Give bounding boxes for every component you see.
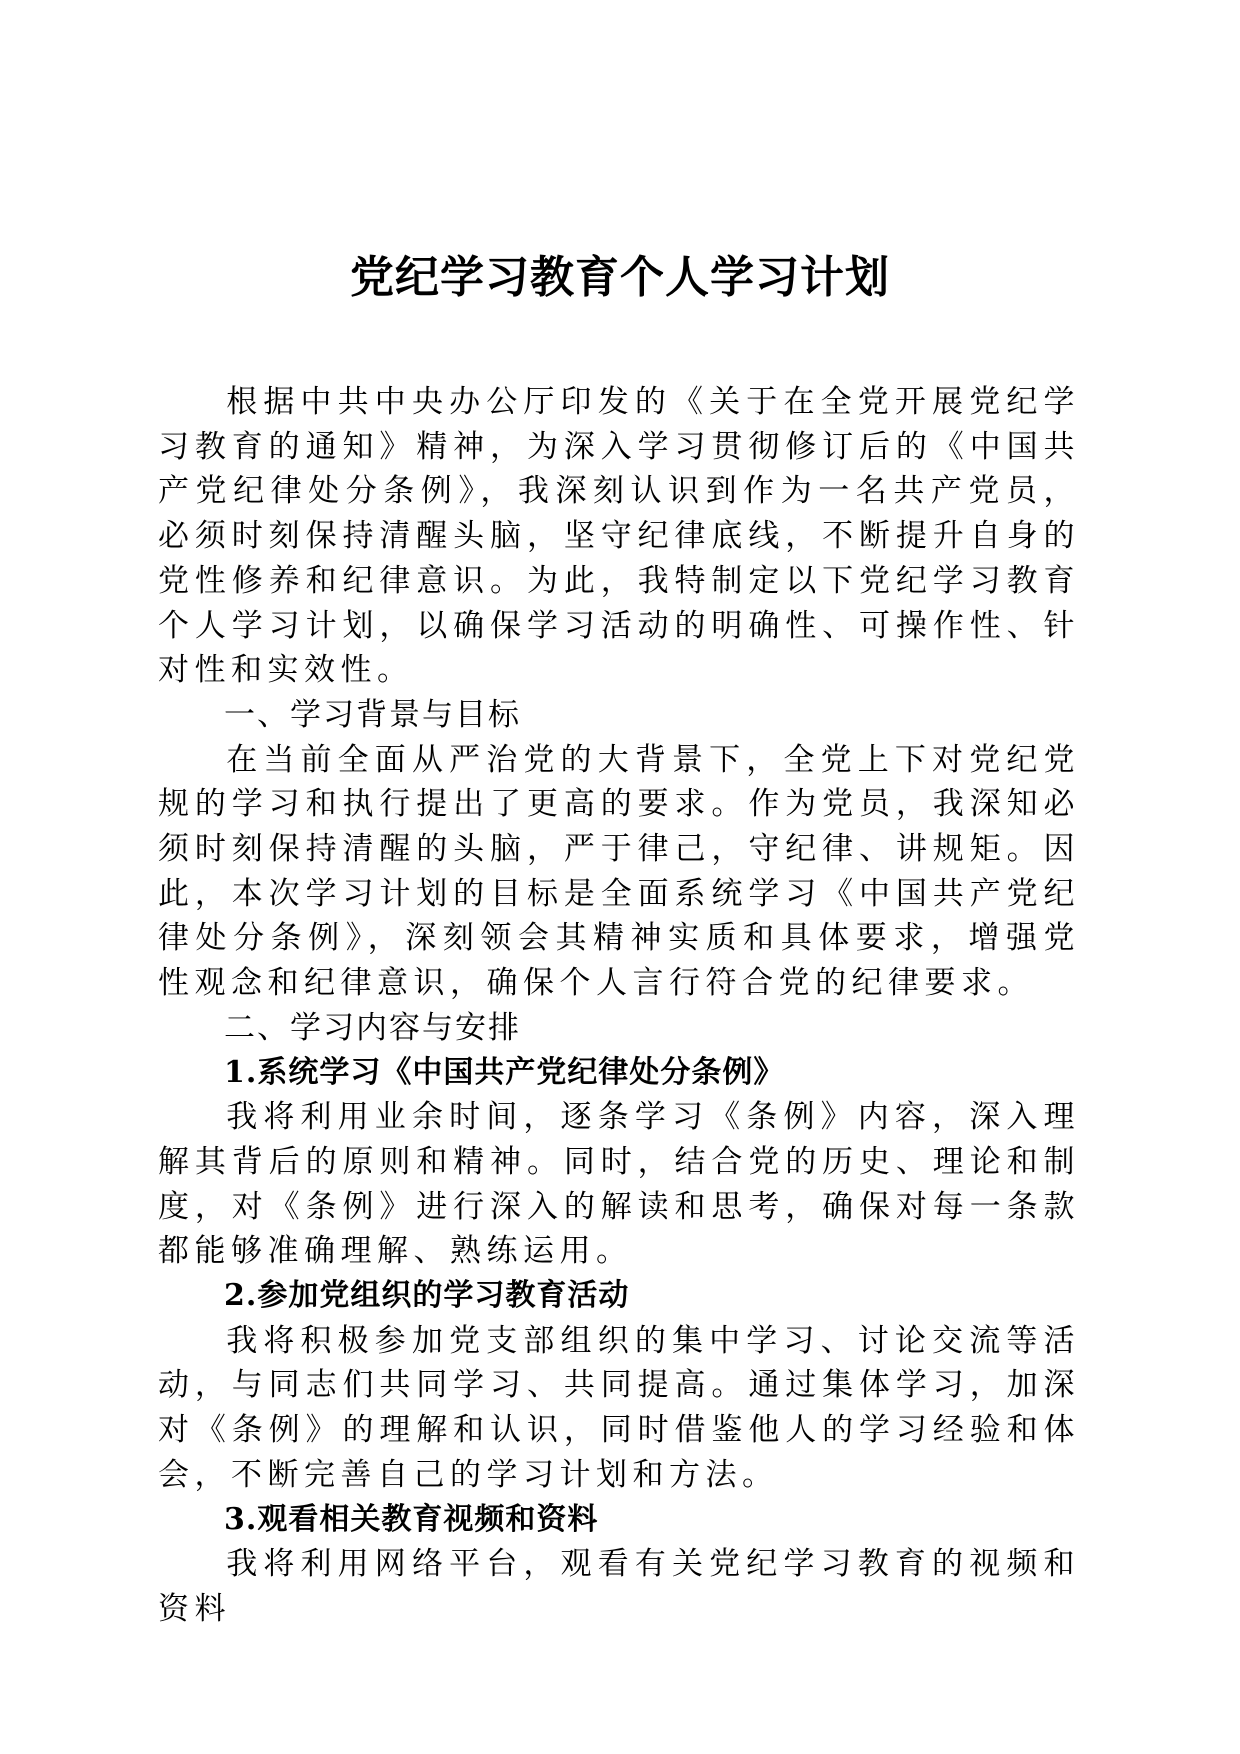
subheading-item-1: 1.系统学习《中国共产党纪律处分条例》 bbox=[224, 1054, 785, 1090]
item-paragraph-1: 我将利用业余时间，逐条学习《条例》内容，深入理解其背后的原则和精神。同时，结合党的历史、理论和制度，对《条例》进行深入的解读和思考，确保对每一条款都能够准确理解、熟练运用。 bbox=[158, 1099, 1080, 1270]
section-heading-background: 一、学习背景与目标 bbox=[224, 696, 521, 733]
item-paragraph-3: 我将利用网络平台，观看有关党纪学习教育的视频和资料 bbox=[158, 1546, 1080, 1627]
item-paragraph-2: 我将积极参加党支部组织的集中学习、讨论交流等活动，与同志们共同学习、共同提高。通过集体学习，加深对《条例》的理解和认识，同时借鉴他人的学习经验和体会，不断完善自己的学习计划和方法。 bbox=[158, 1322, 1080, 1493]
intro-paragraph: 根据中共中央办公厅印发的《关于在全党开展党纪学习教育的通知》精神，为深入学习贯彻修订后的《中国共产党纪律处分条例》，我深刻认识到作为一名共产党员，必须时刻保持清醒头脑，坚守纪律底线，不断提升自身的党性修养和纪律意识。为此，我特制定以下党纪学习教育个人学习计划，以确保学习活动的明确性、可操作性、针对性和实效性。 bbox=[158, 384, 1080, 689]
section-paragraph-background: 在当前全面从严治党的大背景下，全党上下对党纪党规的学习和执行提出了更高的要求。作为党员，我深知必须时刻保持清醒的头脑，严于律己，守纪律、讲规矩。因此，本次学习计划的目标是全面系统学习《中国共产党纪律处分条例》，深刻领会其精神实质和具体要求，增强党性观念和纪律意识，确保个人言行符合党的纪律要求。 bbox=[158, 741, 1080, 1002]
document-title: 党纪学习教育个人学习计划 bbox=[350, 252, 890, 303]
section-heading-content: 二、学习内容与安排 bbox=[224, 1009, 521, 1046]
subheading-item-2: 2.参加党组织的学习教育活动 bbox=[224, 1278, 630, 1314]
subheading-item-3: 3.观看相关教育视频和资料 bbox=[224, 1501, 599, 1537]
document-body bbox=[158, 380, 1080, 1632]
